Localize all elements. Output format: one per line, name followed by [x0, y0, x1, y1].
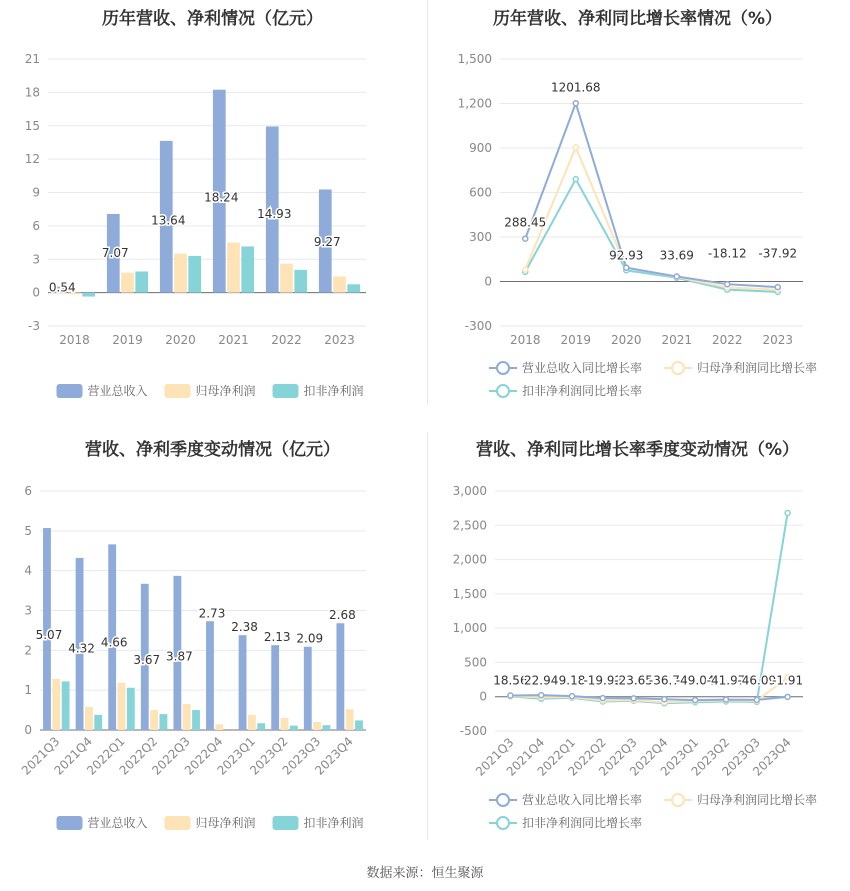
bar-归母净利润 — [118, 683, 126, 730]
data-label: 4.32 — [68, 641, 95, 656]
data-label: -49.04 — [675, 673, 715, 688]
bar-扣非净利润 — [294, 270, 307, 293]
x-tick-label: 2023Q2 — [247, 734, 291, 778]
chart-panel-quarterly-revenue-profit — [0, 427, 425, 852]
data-label: 0.54 — [48, 280, 76, 295]
data-label: 18.56 — [493, 673, 528, 688]
x-tick-label: 2021 — [661, 333, 693, 347]
data-label: 18.24 — [204, 190, 239, 205]
y-tick-label: 12 — [24, 152, 40, 167]
data-label: 33.69 — [659, 248, 694, 263]
y-tick-label: 15 — [24, 118, 40, 133]
bar-扣非净利润 — [62, 681, 70, 730]
y-tick-label: 21 — [24, 52, 40, 66]
bar-扣非净利润 — [135, 271, 148, 292]
legend-swatch-icon — [165, 384, 191, 398]
data-label: 9.18 — [558, 673, 586, 688]
data-point — [662, 697, 667, 702]
data-point — [523, 267, 528, 272]
y-tick-label: 3 — [32, 252, 40, 267]
x-tick-label: 2023 — [762, 333, 794, 347]
y-tick-label: 900 — [469, 141, 492, 155]
y-tick-label: 18 — [24, 85, 40, 100]
y-tick-label: 2 — [24, 643, 32, 658]
data-point — [539, 693, 544, 698]
y-tick-label: 1,500 — [457, 52, 492, 66]
data-point — [724, 697, 729, 702]
data-label: 7.07 — [101, 246, 129, 261]
bar-扣非净利润 — [192, 710, 200, 730]
data-label: 14.93 — [257, 206, 292, 221]
legend-marker-icon — [497, 817, 509, 829]
chart-panel-annual-growth — [425, 0, 850, 405]
divider-bottom — [427, 432, 428, 840]
data-label: -1.91 — [772, 673, 804, 688]
x-tick-label: 2022Q4 — [181, 734, 226, 778]
bar-归母净利润 — [333, 276, 346, 292]
chart-quarterly-bar — [0, 427, 425, 852]
legend-label: 归母净利润 — [195, 384, 256, 398]
chart-title: 历年营收、净利情况（亿元） — [102, 9, 323, 29]
x-tick-label: 2022Q1 — [84, 734, 128, 778]
data-label: -19.92 — [583, 673, 623, 688]
x-tick-label: 2018 — [59, 333, 90, 347]
legend-swatch-icon — [273, 816, 299, 830]
x-tick-label: 2022Q3 — [149, 734, 193, 778]
legend-label: 归母净利润同比增长率 — [697, 361, 818, 375]
y-tick-label: -3 — [28, 319, 40, 333]
x-tick-label: 2021 — [218, 333, 249, 347]
x-tick-label: 2021Q3 — [472, 735, 517, 779]
bar-归母净利润 — [346, 709, 354, 730]
bar-扣非净利润 — [347, 284, 360, 292]
y-tick-label: 9 — [32, 185, 40, 200]
data-point — [785, 510, 790, 515]
y-tick-label: 600 — [469, 185, 492, 200]
data-label: -18.12 — [707, 246, 747, 261]
data-point — [573, 145, 578, 150]
bar-扣非净利润 — [127, 688, 135, 730]
legend-label: 扣非净利润 — [303, 816, 364, 830]
data-label: 3.87 — [166, 649, 193, 664]
x-tick-label: 2022Q3 — [596, 735, 640, 779]
bar-扣非净利润 — [82, 293, 95, 297]
x-tick-label: 2022Q1 — [534, 735, 579, 779]
data-label: 2.13 — [263, 630, 291, 645]
bar-归母净利润 — [215, 724, 223, 730]
data-point — [523, 236, 528, 241]
data-label: 2.73 — [198, 606, 226, 621]
y-tick-label: 4 — [24, 563, 32, 578]
legend-marker-icon — [497, 385, 509, 397]
bar-扣非净利润 — [241, 246, 254, 292]
data-label: 288.45 — [504, 215, 547, 230]
bar-营业总收入 — [336, 623, 344, 730]
x-tick-label: 2022 — [711, 333, 743, 347]
data-point — [754, 697, 759, 702]
x-tick-label: 2023Q1 — [657, 735, 702, 779]
data-label: -37.92 — [758, 246, 798, 261]
chart-annual-bar — [0, 0, 425, 405]
x-tick-label: 2022Q4 — [626, 735, 671, 779]
y-tick-label: -500 — [459, 724, 487, 738]
x-tick-label: 2022 — [271, 333, 302, 347]
bar-归母净利润 — [85, 707, 93, 730]
data-label: 3.67 — [133, 653, 161, 668]
data-label: 2.68 — [329, 608, 356, 623]
bar-归母净利润 — [280, 264, 293, 293]
legend-label: 营业总收入同比增长率 — [522, 793, 643, 807]
y-tick-label: 0 — [479, 689, 487, 704]
bar-扣非净利润 — [94, 715, 102, 730]
data-point — [693, 698, 698, 703]
y-tick-label: 5 — [24, 523, 32, 538]
legend-marker-icon — [672, 362, 684, 374]
legend-label: 扣非净利润 — [303, 384, 364, 398]
x-tick-label: 2021Q4 — [503, 735, 548, 779]
y-tick-label: 2,500 — [452, 518, 487, 533]
divider-top — [427, 0, 428, 405]
data-point — [674, 274, 679, 279]
x-tick-label: 2018 — [509, 333, 541, 347]
legend-marker-icon — [497, 362, 509, 374]
data-point — [573, 177, 578, 182]
bar-营业总收入 — [239, 635, 247, 730]
y-tick-label: 6 — [32, 218, 40, 233]
bar-归母净利润 — [52, 679, 60, 730]
bar-归母净利润 — [174, 254, 187, 293]
bar-扣非净利润 — [290, 726, 298, 730]
x-tick-label: 2023Q4 — [750, 735, 794, 779]
data-label: 92.93 — [609, 248, 644, 263]
bar-归母净利润 — [248, 715, 256, 730]
legend-marker-icon — [672, 794, 684, 806]
bar-扣非净利润 — [188, 256, 201, 293]
y-tick-label: 6 — [24, 484, 32, 498]
bar-归母净利润 — [313, 722, 321, 730]
data-label: -36.7 — [648, 673, 680, 688]
y-tick-label: 0 — [484, 274, 492, 289]
legend-label: 归母净利润同比增长率 — [697, 793, 818, 807]
y-tick-label: -300 — [464, 319, 492, 333]
chart-panel-quarterly-growth — [425, 427, 850, 852]
data-point — [570, 694, 575, 699]
bar-归母净利润 — [281, 718, 289, 730]
data-point — [785, 694, 790, 699]
x-tick-label: 2023Q3 — [719, 735, 763, 779]
x-tick-label: 2022Q2 — [565, 735, 609, 779]
bar-扣非净利润 — [323, 725, 331, 730]
y-tick-label: 0 — [24, 723, 32, 737]
legend-swatch-icon — [57, 816, 83, 830]
data-label: 22.94 — [524, 673, 559, 688]
chart-title: 营收、净利季度变动情况（亿元） — [85, 440, 340, 460]
y-tick-label: 1,500 — [452, 586, 487, 601]
data-point — [508, 693, 513, 698]
data-label: 2.38 — [231, 620, 258, 635]
legend-label: 扣非净利润同比增长率 — [522, 384, 643, 398]
data-point — [725, 282, 730, 287]
data-label: 9.27 — [313, 235, 341, 250]
legend-label: 营业总收入同比增长率 — [522, 361, 643, 375]
y-tick-label: 1 — [24, 683, 32, 698]
legend-label: 营业总收入 — [87, 816, 148, 830]
data-label: 2.09 — [296, 631, 324, 646]
bar-营业总收入 — [206, 621, 214, 730]
data-label: 5.07 — [35, 628, 63, 643]
chart-title: 营收、净利同比增长率季度变动情况（%） — [475, 440, 800, 460]
chart-title: 历年营收、净利同比增长率情况（%） — [492, 9, 783, 29]
x-tick-label: 2023Q2 — [688, 735, 733, 779]
chart-panel-annual-revenue-profit — [0, 0, 425, 405]
data-source-note: 数据来源：恒生聚源 — [366, 866, 484, 881]
chart-quarterly-growth-line — [425, 427, 850, 852]
data-label: 1201.68 — [550, 80, 601, 95]
data-label: -41.97 — [706, 673, 746, 688]
x-tick-label: 2021Q3 — [18, 734, 63, 778]
x-tick-label: 2020 — [610, 333, 642, 347]
x-tick-label: 2020 — [165, 333, 196, 347]
data-point — [775, 285, 780, 290]
data-point — [631, 696, 636, 701]
legend-swatch-icon — [273, 384, 299, 398]
bar-归母净利润 — [227, 243, 240, 293]
y-tick-label: 2,000 — [452, 552, 487, 567]
y-tick-label: 1,200 — [457, 96, 492, 111]
bar-归母净利润 — [121, 273, 134, 293]
bar-营业总收入 — [304, 647, 312, 730]
series-line-归母净利润同比增长率 — [525, 147, 778, 289]
y-tick-label: 3,000 — [452, 484, 487, 498]
x-tick-label: 2019 — [560, 333, 592, 347]
bar-归母净利润 — [150, 710, 158, 730]
x-tick-label: 2021Q4 — [51, 734, 96, 778]
x-tick-label: 2022Q2 — [116, 734, 161, 778]
bar-归母净利润 — [183, 704, 191, 730]
data-point — [624, 265, 629, 270]
data-label: -23.65 — [614, 673, 653, 688]
bar-扣非净利润 — [257, 723, 265, 730]
y-tick-label: 0 — [32, 285, 40, 300]
legend-swatch-icon — [57, 384, 83, 398]
bar-扣非净利润 — [355, 720, 363, 730]
x-tick-label: 2023Q4 — [312, 734, 356, 778]
data-point — [573, 101, 578, 106]
y-tick-label: 300 — [469, 230, 492, 244]
data-point — [600, 696, 605, 701]
x-tick-label: 2023 — [324, 333, 355, 347]
legend-swatch-icon — [165, 816, 191, 830]
legend-label: 扣非净利润同比增长率 — [522, 816, 643, 830]
legend-marker-icon — [497, 794, 509, 806]
data-label: 4.66 — [100, 635, 128, 650]
bar-营业总收入 — [271, 645, 279, 730]
y-tick-label: 1,000 — [452, 621, 487, 636]
chart-annual-growth-line — [425, 0, 850, 405]
x-tick-label: 2023Q1 — [214, 734, 259, 778]
data-label: -46.09 — [737, 673, 777, 688]
series-line-扣非净利润同比增长率 — [525, 179, 778, 292]
x-tick-label: 2023Q3 — [279, 734, 324, 778]
bar-扣非净利润 — [160, 714, 168, 730]
y-tick-label: 3 — [24, 603, 32, 618]
data-label: 13.64 — [151, 213, 186, 228]
legend-label: 归母净利润 — [195, 816, 256, 830]
x-tick-label: 2019 — [112, 333, 143, 347]
y-tick-label: 500 — [464, 655, 487, 670]
legend-label: 营业总收入 — [87, 384, 148, 398]
